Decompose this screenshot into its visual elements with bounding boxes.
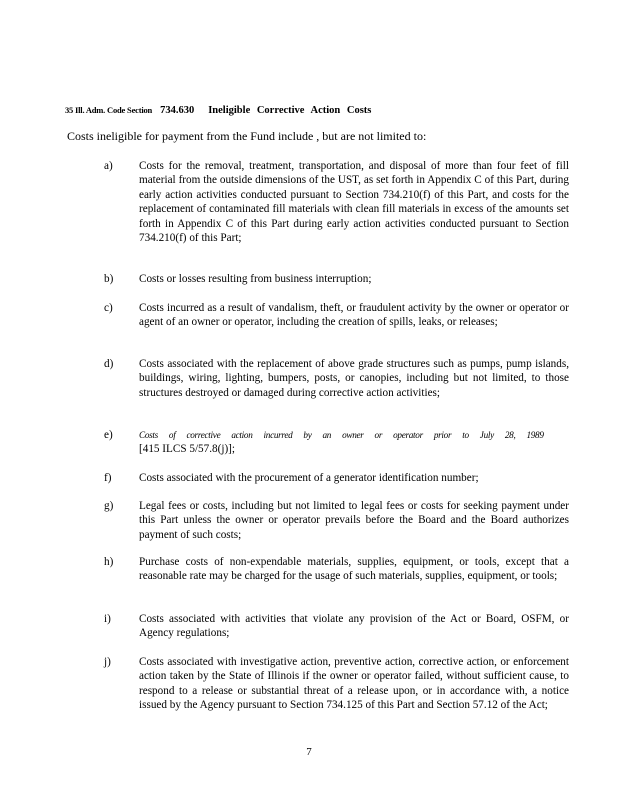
item-label: i) <box>104 613 111 625</box>
item-text: Costs associated with activities that violate any provision of the Act or Board, OSFM, or Agency regulations; <box>139 613 569 640</box>
item-label: a) <box>104 160 113 172</box>
item-label: d) <box>104 358 114 370</box>
item-text: Legal fees or costs, including but not limited to legal fees or costs for seeking payment under this Part unless the owner or operator prevails before the Board and the Board authorizes payment of such costs; <box>139 500 569 541</box>
item-text: Costs associated with the replacement of above grade structures such as pumps, pump islands, buildings, wiring, lighting, bumpers, posts, or canopies, including but not limited, to those structures destroyed or damaged during corrective action activities; <box>139 358 569 399</box>
item-label: e) <box>104 429 113 441</box>
item-label: g) <box>104 500 114 512</box>
item-label: c) <box>104 302 113 314</box>
section-number: 734.630 <box>160 105 195 116</box>
intro-paragraph: Costs ineligible for payment from the Fund include , but are not limited to: <box>67 129 427 143</box>
item-text: Costs for the removal, treatment, transportation, and disposal of more than four feet of fill material from the outside dimensions of the UST, as set forth in Appendix C of this Part, during early action activities conducted pursuant to Section 734.210(f) of this Part, and costs for the replacement of contaminated fill materials with clean fill materials in excess of the amounts set forth in Appendix C of this Part during early action activities conducted pursuant to Section 734.210(f) of this Part; <box>139 160 569 245</box>
section-header <box>65 100 371 118</box>
code-citation: 35 Ill. Adm. Code Section <box>65 105 153 115</box>
item-label: b) <box>104 273 114 285</box>
item-label: h) <box>104 556 114 568</box>
page-number: 7 <box>306 746 312 758</box>
item-text: Costs incurred as a result of vandalism, theft, or fraudulent activity by the owner or operator or agent of an owner or operator, including the creation of spills, leaks, or releases; <box>139 302 569 329</box>
item-text-line-1: Costs of corrective action incurred by an owner or operator prior to July 28, 1989 <box>139 430 544 440</box>
item-text: Purchase costs of non-expendable materials, supplies, equipment, or tools, except that a reasonable rate may be charged for the usage of such materials, supplies, equipment, or tools; <box>139 556 569 583</box>
item-text <box>139 428 569 457</box>
item-text-line-2: [415 ILCS 5/57.8(j)]; <box>139 443 236 456</box>
item-text: Costs associated with the procurement of a generator identification number; <box>139 472 479 484</box>
item-label: j) <box>104 656 111 668</box>
item-text: Costs or losses resulting from business interruption; <box>139 273 372 285</box>
item-label: f) <box>104 472 112 484</box>
section-title: Ineligible Corrective Action Costs <box>208 105 372 116</box>
item-text: Costs associated with investigative action, preventive action, corrective action, or enforcement action taken by the State of Illinois if the owner or operator failed, without sufficient cause, to respond to a release or substantial threat of a release upon, or in accordance with, a notice issued by the Agency pursuant to Section 734.125 of this Part and Section 57.12 of the Act; <box>139 656 569 712</box>
